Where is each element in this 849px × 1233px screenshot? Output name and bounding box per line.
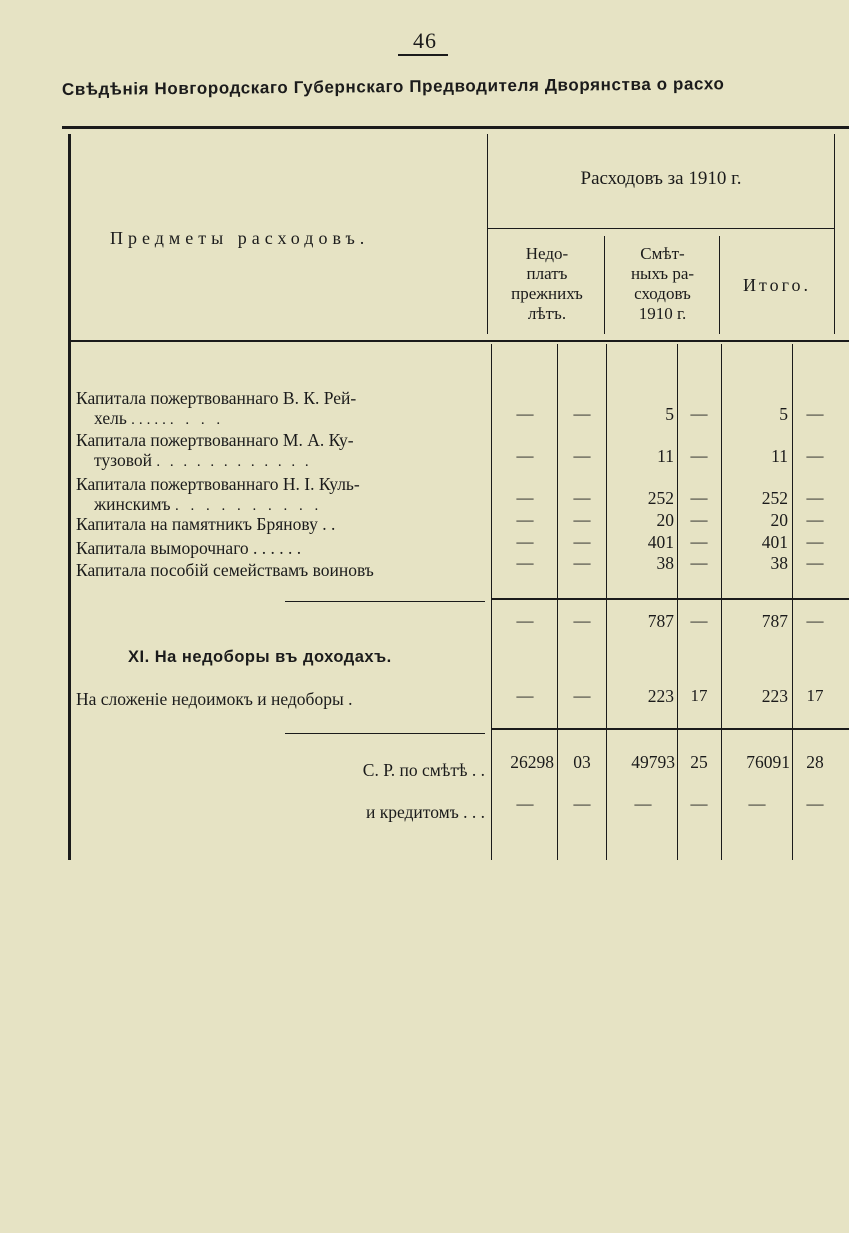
total-tot-kop: 28 (806, 752, 824, 772)
xi-est-kop: 17 (690, 686, 708, 705)
row2-est-kop: — (690, 446, 708, 465)
row4-est-rub: 20 (656, 510, 674, 530)
row1-tot-rub: 5 (779, 404, 788, 424)
total-tot-rub: 76091 (746, 752, 790, 772)
table-left-rule (68, 134, 71, 860)
row3-tot-rub: 252 (761, 488, 788, 508)
row4-tot-rub: 20 (770, 510, 788, 530)
row-label-escheat: Капитала выморочнаго . . . . . . (76, 538, 302, 558)
row5-tot-kop: — (806, 532, 824, 551)
credit-arrears-kop: — (573, 794, 591, 813)
header-divider-col1 (604, 236, 605, 334)
row2-tot-kop: — (806, 446, 824, 465)
subtotal-est-kop: — (690, 611, 708, 630)
body-divider-3 (606, 344, 607, 860)
row-label-reikhel: Капитала пожертвованнаго В. К. Рей- хель ...... . . . (76, 388, 357, 428)
row1-tot-kop: — (806, 404, 824, 423)
credit-arrears-rub: — (516, 794, 534, 813)
row3-tot-kop: — (806, 488, 824, 507)
estimated-column-header: Смѣт- ныхъ ра- сходовъ 1910 г. (630, 244, 695, 323)
header-divider-subject (487, 134, 488, 334)
section-xi-title: XI. На недоборы въ доходахъ. (128, 648, 392, 666)
row3-est-kop: — (690, 488, 708, 507)
total-by-credit-label: и кредитомъ . . . (365, 802, 485, 822)
xi-est-rub: 223 (647, 686, 674, 706)
row-label-kulzhinsky: Капитала пожертвованнаго Н. I. Куль- жинскимъ . . . . . . . . . . (76, 474, 360, 514)
subtotal-rule-right (491, 598, 849, 600)
arrears-column-header: Недо- платъ прежнихъ лѣтъ. (511, 244, 583, 323)
credit-est-rub: — (634, 794, 652, 813)
subtotal-tot-kop: — (806, 611, 824, 630)
row6-arrears-rub: — (516, 553, 534, 572)
row6-tot-rub: 38 (770, 553, 788, 573)
row1-est-rub: 5 (665, 404, 674, 424)
table-top-rule (62, 126, 849, 129)
page-number-underline (398, 54, 448, 56)
xi-arrears-kop: — (573, 686, 591, 705)
header-divider-right (834, 134, 835, 334)
xi-arrears-rub: — (516, 686, 534, 705)
body-divider-4 (677, 344, 678, 860)
row5-est-kop: — (690, 532, 708, 551)
row4-tot-kop: — (806, 510, 824, 529)
expenses-column-header: Расходовъ за 1910 г. (580, 168, 742, 189)
row-label-arrears-writeoff: На сложеніе недоимокъ и недоборы . (76, 689, 353, 709)
row4-arrears-rub: — (516, 510, 534, 529)
subtotal-arrears-kop: — (573, 611, 591, 630)
credit-tot-kop: — (806, 794, 824, 813)
row5-arrears-rub: — (516, 532, 534, 551)
total-est-kop: 25 (690, 752, 708, 772)
total-est-rub: 49793 (631, 752, 675, 772)
row2-est-rub: 11 (657, 446, 674, 466)
total-arrears-kop: 03 (573, 752, 591, 772)
body-divider-2 (557, 344, 558, 860)
body-divider-5 (721, 344, 722, 860)
row2-arrears-rub: — (516, 446, 534, 465)
row5-arrears-kop: — (573, 532, 591, 551)
totals-rule-right (491, 728, 849, 730)
totals-rule-left (285, 733, 485, 734)
row1-arrears-kop: — (573, 404, 591, 423)
row3-arrears-kop: — (573, 488, 591, 507)
row6-arrears-kop: — (573, 553, 591, 572)
body-divider-1 (491, 344, 492, 860)
xi-tot-rub: 223 (761, 686, 788, 706)
row4-est-kop: — (690, 510, 708, 529)
body-divider-6 (792, 344, 793, 860)
row5-tot-rub: 401 (761, 532, 788, 552)
row5-est-rub: 401 (647, 532, 674, 552)
row6-est-rub: 38 (656, 553, 674, 573)
row1-est-kop: — (690, 404, 708, 423)
expenses-header-rule (488, 228, 834, 229)
row-label-bryanov: Капитала на памятникъ Брянову . . (76, 514, 336, 534)
page-heading: Свѣдѣнія Новгородскаго Губернскаго Предводителя Дворянства о расхо (61, 74, 725, 99)
subtotal-tot-rub: 787 (761, 611, 788, 631)
page-number: 46 (413, 28, 437, 53)
xi-tot-kop: 17 (806, 686, 824, 705)
total-arrears-rub: 26298 (510, 752, 554, 772)
subtotal-arrears-rub: — (516, 611, 534, 630)
row-label-soldiers-families: Капитала пособій семействамъ воиновъ (76, 560, 374, 580)
total-column-header: Итого. (742, 275, 812, 295)
total-by-estimate-label: С. Р. по смѣтѣ . . (362, 760, 485, 780)
row6-est-kop: — (690, 553, 708, 572)
credit-est-kop: — (690, 794, 708, 813)
subject-column-header: Предметы расходовъ. (110, 228, 370, 248)
row4-arrears-kop: — (573, 510, 591, 529)
credit-tot-rub: — (748, 794, 766, 813)
row3-arrears-rub: — (516, 488, 534, 507)
row2-arrears-kop: — (573, 446, 591, 465)
subtotal-rule-left (285, 601, 485, 602)
row1-arrears-rub: — (516, 404, 534, 423)
header-bottom-rule (70, 340, 849, 342)
subtotal-est-rub: 787 (647, 611, 674, 631)
row-label-kutuzova: Капитала пожертвованнаго М. А. Ку- тузовой . . . . . . . . . . . . (76, 430, 354, 470)
row3-est-rub: 252 (647, 488, 674, 508)
row2-tot-rub: 11 (771, 446, 788, 466)
row6-tot-kop: — (806, 553, 824, 572)
